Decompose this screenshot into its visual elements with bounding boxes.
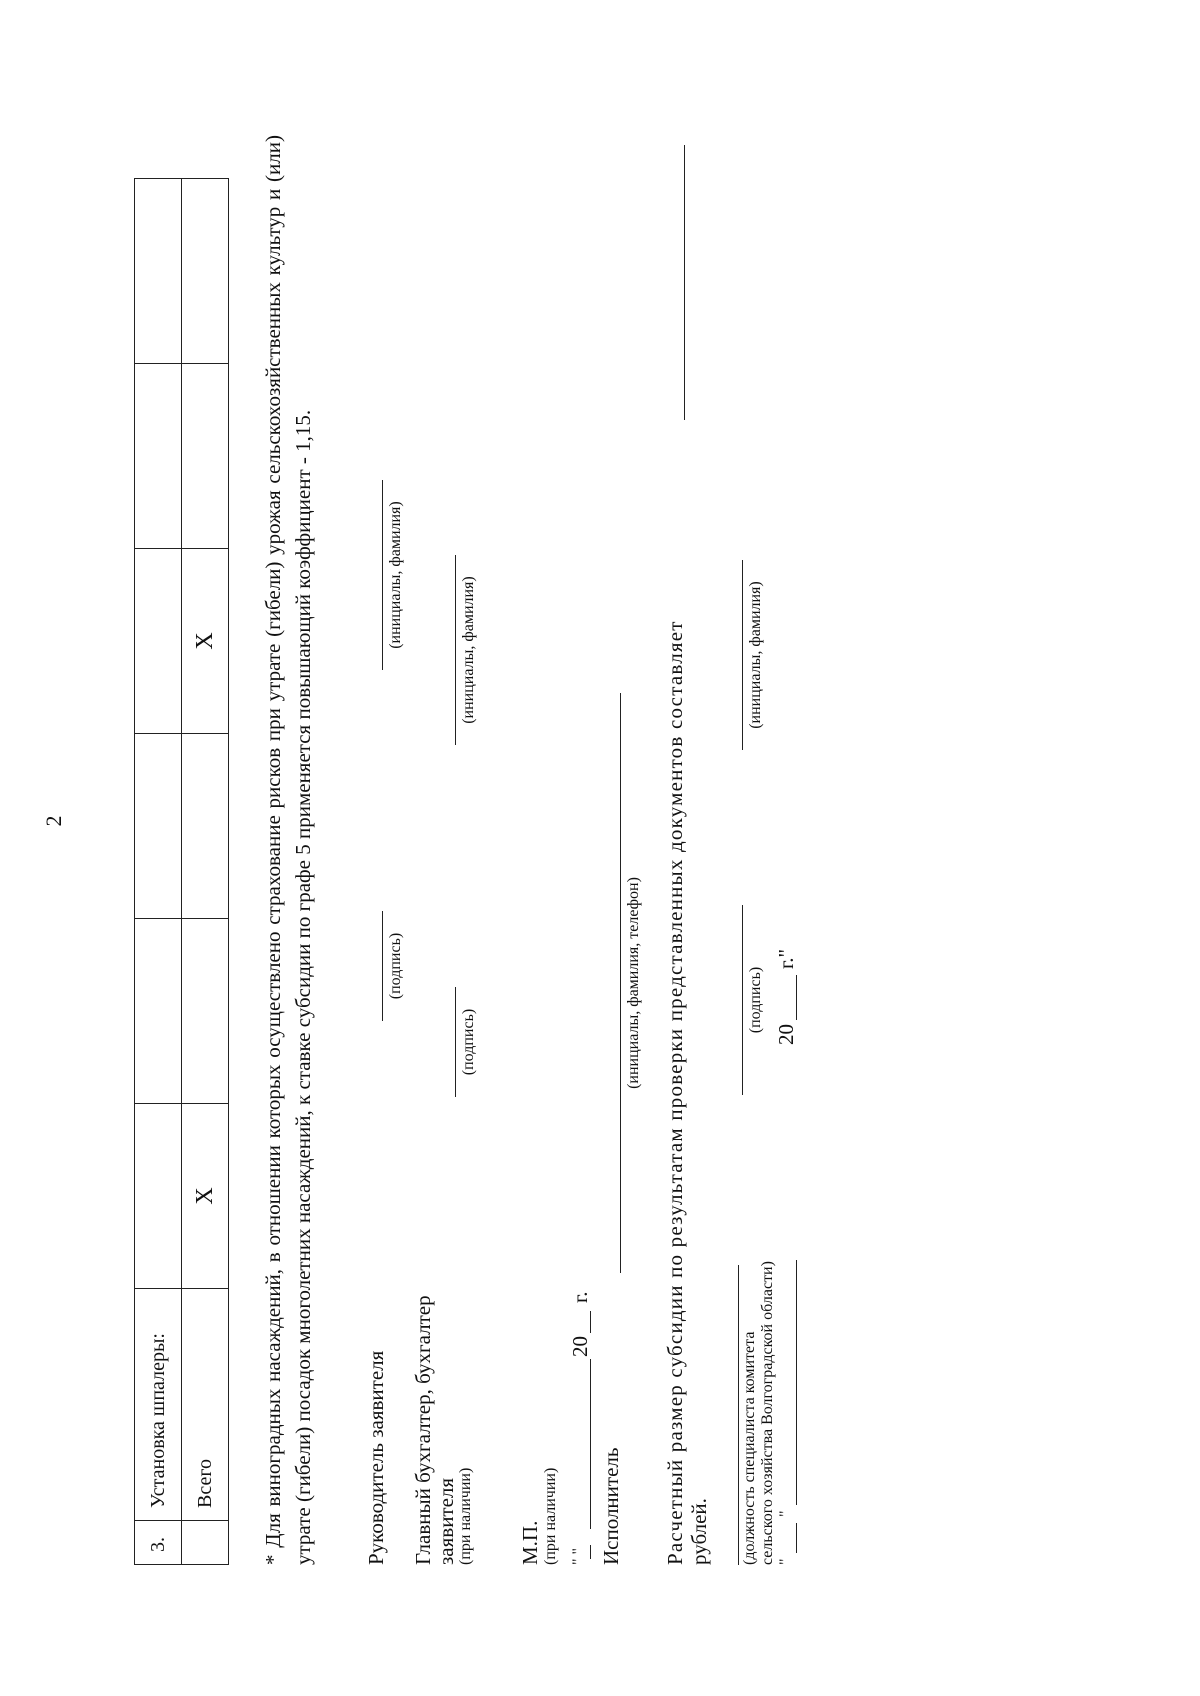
calc-text: Расчетный размер субсидии по результатам проверки представленных документов составляет — [663, 620, 687, 1565]
row-label: Установка шпалеры: — [135, 1289, 182, 1521]
page-number: 2 — [41, 815, 66, 827]
table-cell — [182, 734, 229, 919]
position-caption-2: сельского хозяйства Волгоградской области) — [759, 1261, 776, 1565]
table-row — [135, 179, 182, 1565]
head-initials-line — [382, 480, 383, 670]
day-line — [590, 1545, 591, 1559]
accountant-note: (при наличии) — [457, 1467, 474, 1565]
executor-line — [620, 693, 621, 1273]
date-suffix: г. — [568, 1291, 592, 1303]
head-signature-line — [382, 911, 383, 1021]
accountant-label-2: заявителя — [434, 1477, 458, 1565]
final-date-quote-2: " — [777, 1510, 794, 1517]
executor-caption: (инициалы, фамилия, телефон) — [625, 877, 642, 1089]
sign-caption: (подпись) — [747, 966, 764, 1034]
final-day-line — [796, 1523, 797, 1553]
final-year-line — [796, 975, 797, 1020]
row-number: 3. — [135, 1521, 182, 1565]
table-cell — [135, 1104, 182, 1289]
table-cell — [135, 734, 182, 919]
amount-line — [684, 145, 685, 420]
position-line — [738, 1265, 739, 1565]
table-cell: X — [182, 1104, 229, 1289]
final-suffix: г." — [774, 948, 798, 969]
date-year: 20 — [568, 1336, 592, 1357]
table-cell — [135, 364, 182, 549]
month-line — [590, 1359, 591, 1529]
seal-note: (при наличии) — [542, 1467, 559, 1565]
accountant-initials-line — [455, 555, 456, 745]
year-line — [590, 1311, 591, 1333]
document-sheet — [110, 125, 810, 1565]
table-cell — [135, 919, 182, 1104]
executor-label: Исполнитель — [599, 1447, 623, 1565]
final-month-line — [796, 1260, 797, 1505]
accountant-signature-line — [455, 987, 456, 1097]
footnote: * Для виноградных насаждений, в отношении которых осуществлено страхование рисков при утрате (гибели) урожая сельскохозяйственных культур и (или) утрате (гибели) посадок многолетних насаждений, к ставке субсидии по графе 5 применяется повышающий коэффициент - 1,15. — [261, 135, 315, 1565]
table-cell: X — [182, 549, 229, 734]
initials-caption: (инициалы, фамилия) — [747, 581, 764, 729]
seal-label: М.П. — [518, 1520, 542, 1565]
calc-text-2: рублей. — [687, 1498, 711, 1565]
row-label: Всего — [182, 1289, 229, 1521]
table-cell — [135, 179, 182, 364]
accountant-label: Главный бухгалтер, бухгалтер — [411, 1295, 435, 1565]
row-number — [182, 1521, 229, 1565]
table-cell — [182, 179, 229, 364]
head-label: Руководитель заявителя — [364, 1350, 388, 1565]
initials-caption: (инициалы, фамилия) — [387, 501, 404, 649]
table-cell — [182, 364, 229, 549]
specialist-initials-line — [742, 560, 743, 750]
subsidy-table — [134, 178, 229, 1565]
final-date-quote: " — [777, 1558, 794, 1565]
final-year: 20 — [774, 1024, 798, 1045]
sign-caption: (подпись) — [460, 1008, 477, 1076]
date-quotes: " " — [570, 1547, 587, 1565]
initials-caption: (инициалы, фамилия) — [460, 576, 477, 724]
sign-caption: (подпись) — [387, 932, 404, 1000]
position-caption: (должность специалиста комитета — [741, 1331, 758, 1565]
table-cell — [135, 549, 182, 734]
table-row — [182, 179, 229, 1565]
specialist-signature-line — [742, 905, 743, 1095]
table-cell — [182, 919, 229, 1104]
